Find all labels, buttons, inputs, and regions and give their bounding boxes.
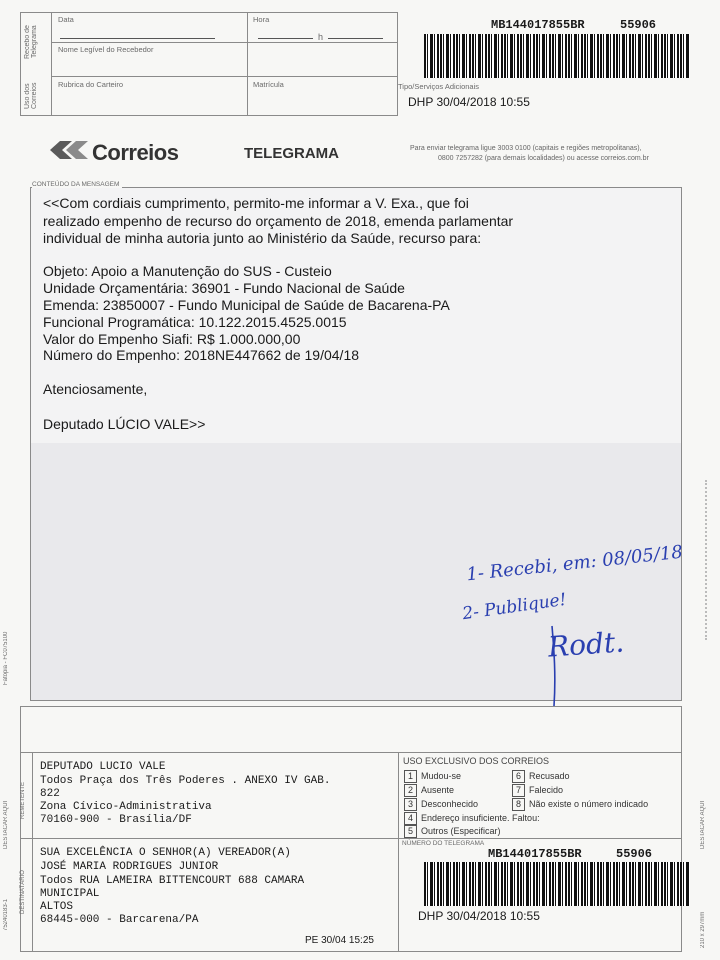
address-vdivider	[398, 752, 399, 952]
checkbox-option[interactable]	[404, 798, 478, 811]
tipo-value: DHP 30/04/2018 10:55	[418, 909, 540, 923]
message-line: realizado empenho de recurso do orçamento de 2018, emenda parlamentar	[43, 213, 514, 229]
tracking-code: 55906	[616, 847, 653, 861]
checkbox-option[interactable]	[404, 784, 454, 797]
checkbox-option[interactable]	[512, 770, 570, 783]
signature-stroke-icon	[530, 620, 600, 715]
option-number: 5	[404, 825, 417, 838]
message-line: Valor do Empenho Siafi: R$ 1.000.000,00	[43, 331, 301, 347]
handwritten-publish-note: 2- Publique!	[461, 589, 568, 625]
barcode	[424, 34, 690, 78]
option-text: Outros (Especificar)	[421, 826, 501, 836]
left-code: 75240183-1	[3, 898, 9, 932]
checkbox-option[interactable]	[512, 784, 563, 797]
receipt-section	[20, 12, 398, 116]
message-line: individual de minha autoria junto ao Ministério da Saúde, recurso para:	[43, 230, 482, 246]
message-line: Objeto: Apoio a Manutenção do SUS - Custeio	[43, 263, 332, 279]
tipo-label: Tipo/Serviços Adicionais	[398, 82, 480, 91]
option-text: Recusado	[529, 771, 570, 781]
option-number: 7	[512, 784, 525, 797]
option-text: Desconhecido	[421, 799, 479, 809]
handwritten-received-note: 1- Recebi, em: 08/05/18	[465, 541, 684, 586]
sender-line: DEPUTADO LUCIO VALE	[40, 761, 166, 773]
sender-label: REMETENTE	[20, 781, 26, 819]
matricula-label: Matrícula	[253, 80, 284, 89]
destacar-label: DESTACAR AQUI	[700, 800, 706, 850]
message-line: Atenciosamente,	[43, 381, 148, 397]
recipient-name-label: Nome Legível do Recebedor	[58, 45, 154, 54]
option-text: Endereço insuficiente. Faltou:	[421, 813, 540, 823]
sender-line: Todos Praça dos Três Poderes . ANEXO IV GAB.	[40, 775, 331, 787]
recipient-label: DESTINATÁRIO	[20, 870, 26, 914]
recipient-line: 68445-000 - Barcarena/PA	[40, 914, 199, 926]
form-code: Fatopia - FC075100	[3, 631, 9, 685]
option-number: 8	[512, 798, 525, 811]
receipt-divider	[52, 76, 398, 77]
message-section-label: CONTEÚDO DA MENSAGEM	[32, 181, 122, 188]
correios-use-title: USO EXCLUSIVO DOS CORREIOS	[403, 756, 550, 766]
message-line: Unidade Orçamentária: 36901 - Fundo Nacional de Saúde	[43, 280, 405, 296]
paper-size-code: 210 x 297mm	[700, 911, 706, 949]
hour-field[interactable]	[258, 38, 313, 39]
message-line: Número do Empenho: 2018NE447662 de 19/04/18	[43, 347, 360, 363]
correios-logo-icon	[48, 139, 90, 166]
sender-line: Zona Cívico-Administrativa	[40, 801, 212, 813]
tracking-number: MB144017855BR	[488, 847, 582, 861]
minute-field[interactable]	[328, 38, 383, 39]
info-line-2: 0800 7257282 (para demais localidades) ou acesse correios.com.br	[438, 155, 649, 162]
hora-label: Hora	[253, 15, 270, 24]
correios-use-side-label: Uso dos Correios	[24, 82, 38, 110]
option-text: Falecido	[529, 785, 564, 795]
name-line	[52, 42, 398, 43]
option-text: Não existe o número indicado	[529, 799, 649, 809]
postmark: PE 30/04 15:25	[305, 935, 374, 946]
message-line: Deputado LÚCIO VALE>>	[43, 416, 206, 432]
message-line: Funcional Programática: 10.122.2015.4525.0015	[43, 314, 347, 330]
option-number: 3	[404, 798, 417, 811]
checkbox-option[interactable]	[404, 825, 501, 838]
tracking-code: 55906	[620, 18, 657, 32]
recipient-line: Todos RUA LAMEIRA BITTENCOURT 688 CAMARA	[40, 875, 305, 887]
checkbox-option[interactable]	[404, 770, 461, 783]
hour-unit: h	[318, 32, 324, 42]
document-title: TELEGRAMA	[244, 145, 339, 162]
sender-line: 822	[40, 788, 60, 800]
receipt-vdivider	[247, 12, 248, 116]
option-number: 6	[512, 770, 525, 783]
data-label: Data	[58, 15, 74, 24]
address-divider	[20, 838, 682, 839]
receipt-side-label: Recebo de Telegrama	[24, 25, 38, 59]
message-line: Emenda: 23850007 - Fundo Municipal de Saúde de Bacarena-PA	[43, 297, 450, 313]
sender-line: 70160-900 - Brasília/DF	[40, 814, 192, 826]
rubrica-label: Rubrica do Carteiro	[58, 80, 124, 89]
recipient-line: MUNICIPAL	[40, 888, 100, 900]
recipient-line: ALTOS	[40, 901, 74, 913]
option-text: Ausente	[421, 785, 455, 795]
checkbox-option[interactable]	[404, 812, 540, 825]
perforation-line	[705, 480, 707, 640]
tipo-value: DHP 30/04/2018 10:55	[408, 95, 530, 109]
destacar-label: DESTACAR AQUI	[3, 800, 9, 850]
option-text: Mudou-se	[421, 771, 462, 781]
recipient-line: SUA EXCELÊNCIA O SENHOR(A) VEREADOR(A)	[40, 847, 291, 859]
option-number: 1	[404, 770, 417, 783]
correios-logo: Correios	[92, 140, 179, 165]
recipient-line: JOSÉ MARIA RODRIGUES JUNIOR	[40, 861, 219, 873]
message-line: <<Com cordiais cumprimento, permito-me informar a V. Exa., que foi	[43, 195, 469, 211]
option-number: 2	[404, 784, 417, 797]
info-line-1: Para enviar telegrama ligue 3003 0100 (capitais e regiões metropolitanas),	[410, 145, 642, 152]
option-number: 4	[404, 812, 417, 825]
telegram-number-label: NÚMERO DO TELEGRAMA	[402, 840, 485, 847]
handwritten-signature: Rodt.	[546, 625, 626, 664]
checkbox-option[interactable]	[512, 798, 648, 811]
date-field[interactable]	[60, 38, 215, 39]
tracking-number: MB144017855BR	[491, 18, 585, 32]
barcode	[424, 862, 690, 906]
address-top-line	[20, 752, 682, 753]
